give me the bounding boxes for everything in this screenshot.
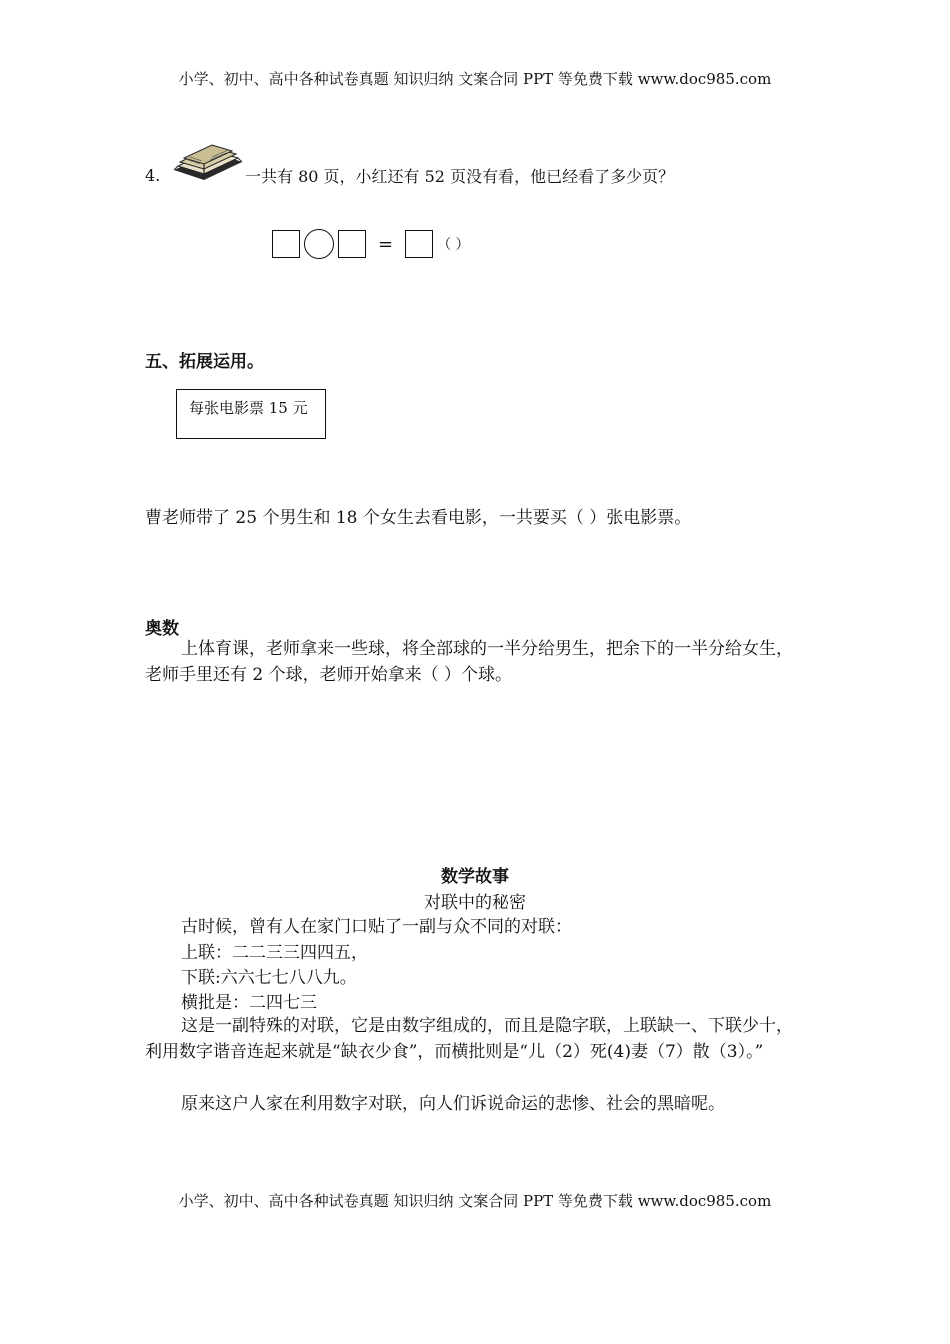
story-paragraph-text: 这是一副特殊的对联，它是由数字组成的，而且是隐字联，上联缺一、下联少十，利用数字谐音连起来就是“缺衣少食”，而横批则是“儿（2）死(4)妻（7）散（3）。” [145, 1016, 793, 1062]
ticket-price-label: 每张电影票 15 元 [189, 399, 308, 417]
book-icon [170, 140, 246, 186]
story-line: 下联:六六七七八八九。 [181, 968, 357, 988]
aoshu-text [145, 636, 807, 688]
page-header: 小学、初中、高中各种试卷真题 知识归纳 文案合同 PPT 等免费下载 www.doc985.com [178, 70, 772, 88]
ticket-question: 曹老师带了 25 个男生和 18 个女生去看电影，一共要买（ ）张电影票。 [145, 508, 692, 528]
unit-blank: （ ） [437, 237, 470, 253]
equation-row [272, 229, 470, 259]
story-title: 数学故事 [441, 867, 509, 887]
aoshu-title: 奥数 [145, 619, 179, 639]
equals-sign: = [378, 233, 394, 255]
story-paragraph [145, 1013, 807, 1065]
story-line: 古时候，曾有人在家门口贴了一副与众不同的对联： [181, 917, 572, 937]
question-text: 一共有 80 页，小红还有 52 页没有看，他已经看了多少页？ [245, 167, 675, 186]
story-line: 横批是：二四七三 [181, 993, 317, 1013]
answer-box-result[interactable] [405, 230, 433, 258]
story-conclusion: 原来这户人家在利用数字对联，向人们诉说命运的悲惨、社会的黑暗呢。 [181, 1094, 725, 1114]
story-subtitle: 对联中的秘密 [424, 893, 526, 913]
ticket-price-box [176, 389, 326, 439]
answer-box-2[interactable] [338, 230, 366, 258]
answer-box-1[interactable] [272, 230, 300, 258]
aoshu-paragraph: 上体育课，老师拿来一些球，将全部球的一半分给男生，把余下的一半分给女生，老师手里还有 2 个球，老师开始拿来（ ）个球。 [145, 639, 793, 685]
page-footer: 小学、初中、高中各种试卷真题 知识归纳 文案合同 PPT 等免费下载 www.doc985.com [178, 1192, 772, 1210]
operator-circle[interactable] [304, 229, 334, 259]
question-number: 4. [145, 166, 161, 185]
section-title: 五、拓展运用。 [145, 352, 264, 372]
story-line: 上联：二二三三四四五， [181, 943, 368, 963]
